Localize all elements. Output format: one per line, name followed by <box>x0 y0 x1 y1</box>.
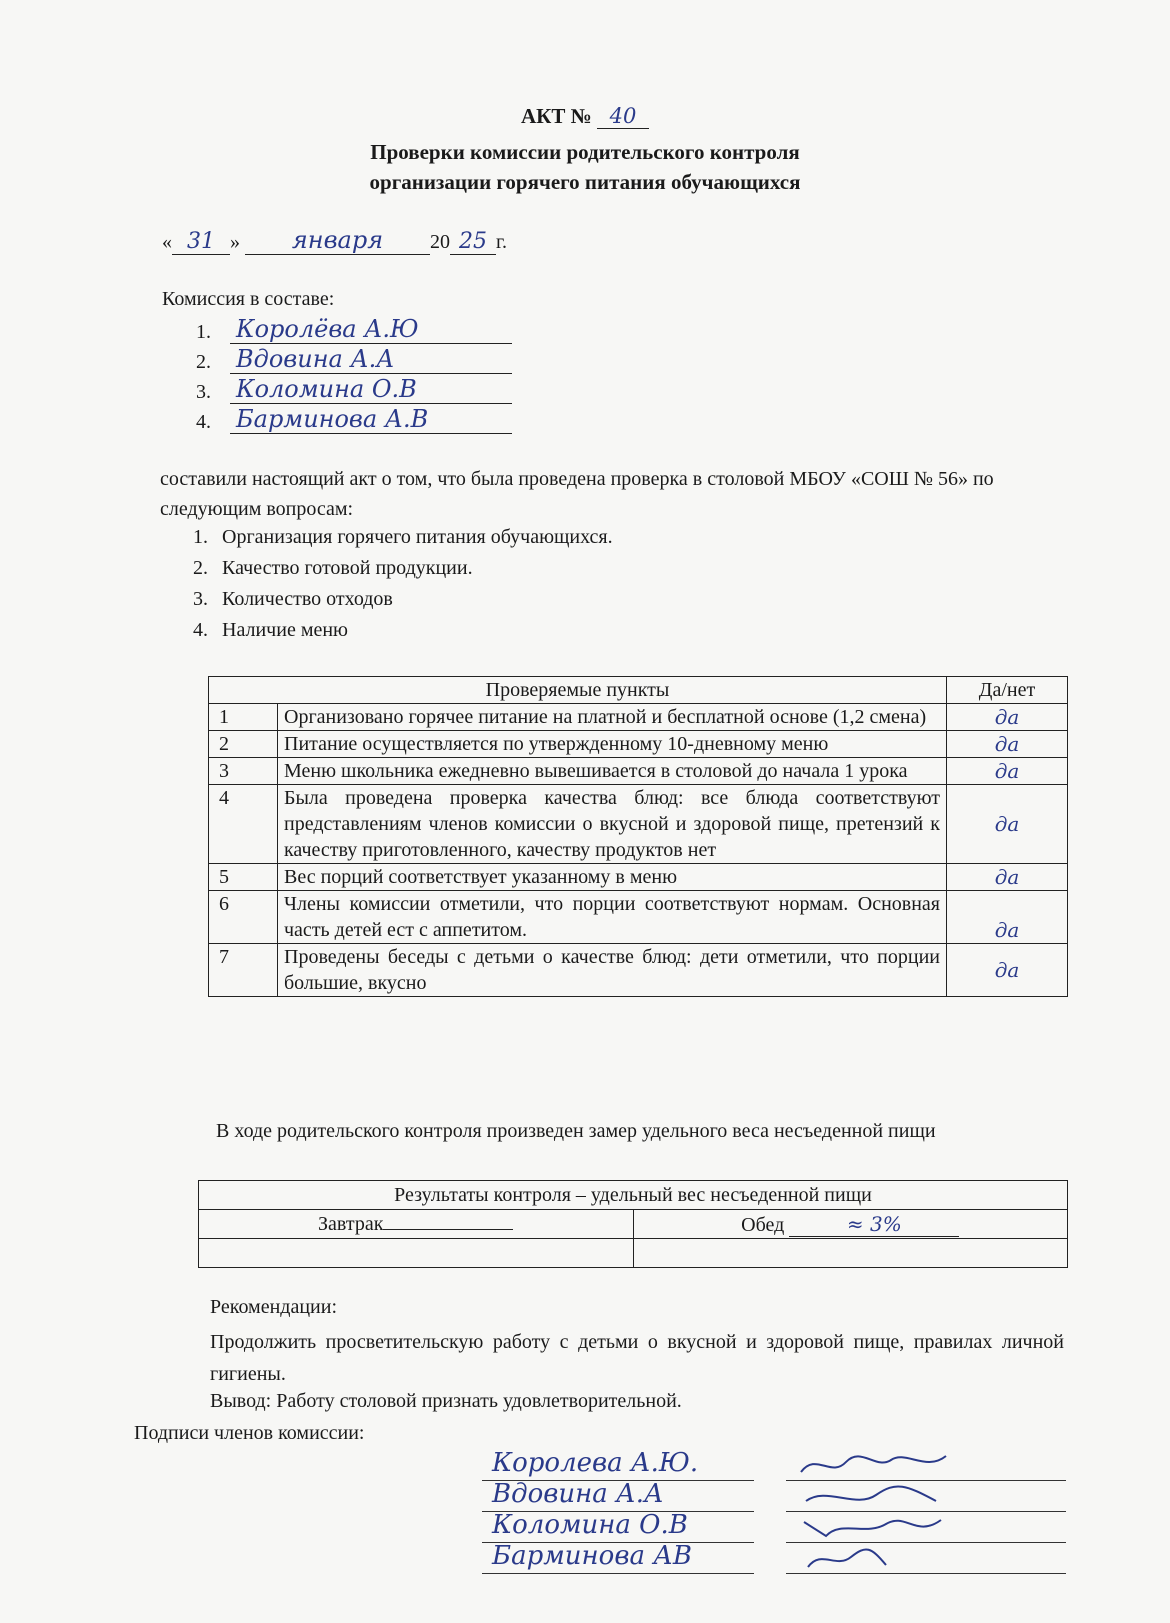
answer-handwritten: да <box>947 864 1068 891</box>
question-item: 1. Организация горячего питания обучающихся. <box>193 526 613 548</box>
signature-name: Барминова АВ <box>492 1541 693 1571</box>
member-name-handwritten: Барминова А.В <box>230 405 512 434</box>
signature-line <box>786 1543 1066 1574</box>
question-item: 3. Количество отходов <box>193 588 393 610</box>
intro-text: составили настоящий акт о том, что была проведена проверка в столовой МБОУ «СОШ № 56» по следующим вопросам: <box>160 468 994 520</box>
signature-line <box>482 1481 754 1512</box>
signature-name: Королева А.Ю. <box>492 1448 699 1478</box>
breakfast-value <box>383 1229 513 1230</box>
table-row: 3 Меню школьника ежедневно вывешивается в столовой до начала 1 урока да <box>209 758 1068 785</box>
lunch-value: ≈ 3% <box>789 1212 959 1237</box>
question-item: 4. Наличие меню <box>193 619 348 641</box>
handwritten-signature <box>796 1481 956 1511</box>
answer-handwritten: да <box>947 704 1068 731</box>
table-row: 5 Вес порций соответствует указанному в меню да <box>209 864 1068 891</box>
commission-member: 3. Коломина О.В <box>196 374 512 404</box>
results-table <box>198 1180 1068 1268</box>
signature-line <box>482 1543 754 1574</box>
results-title: Результаты контроля – удельный вес несъеденной пищи <box>199 1181 1068 1210</box>
act-subtitle-line1: Проверки комиссии родительского контроля <box>370 140 800 164</box>
recommendations-text: Продолжить просветительскую работу с детьми о вкусной и здоровой пище, правилах личной гигиены. <box>210 1331 1064 1385</box>
signature-line <box>482 1450 754 1481</box>
member-name-handwritten: Королёва А.Ю <box>230 315 512 344</box>
empty-cell <box>633 1239 1068 1268</box>
answer-handwritten: да <box>947 944 1068 997</box>
signature-line <box>482 1512 754 1543</box>
breakfast-cell: Завтрак <box>199 1210 634 1239</box>
member-name-handwritten: Коломина О.В <box>230 375 512 404</box>
question-item: 2. Качество готовой продукции. <box>193 557 473 579</box>
table-row: 6 Члены комиссии отметили, что порции соответствуют нормам. Основная часть детей ест с аппетитом. да <box>209 891 1068 944</box>
date-year: 25 <box>450 229 496 255</box>
header-answer: Да/нет <box>947 677 1068 704</box>
check-table-header <box>209 677 1068 704</box>
commission-member: 1. Королёва А.Ю <box>196 314 512 344</box>
commission-label: Комиссия в составе: <box>162 288 335 310</box>
signature-line <box>786 1512 1066 1543</box>
handwritten-signature <box>796 1450 956 1480</box>
handwritten-signature <box>796 1543 956 1573</box>
date-month: января <box>245 226 430 255</box>
commission-member: 2. Вдовина А.А <box>196 344 512 374</box>
handwritten-signature <box>796 1512 956 1542</box>
lunch-cell: Обед ≈ 3% <box>633 1210 1068 1239</box>
check-table <box>208 676 1068 997</box>
signature-line <box>786 1481 1066 1512</box>
act-title: АКТ № 40 <box>0 104 1170 129</box>
signatures-label: Подписи членов комиссии: <box>134 1422 365 1444</box>
act-subtitle-line2: организации горячего питания обучающихся <box>369 170 801 194</box>
signature-name: Вдовина А.А <box>492 1479 664 1509</box>
member-name-handwritten: Вдовина А.А <box>230 345 512 374</box>
act-number: 40 <box>597 104 649 129</box>
answer-handwritten: да <box>947 785 1068 864</box>
header-items: Проверяемые пункты <box>209 677 947 704</box>
date-day: 31 <box>172 229 230 255</box>
empty-cell <box>199 1239 634 1268</box>
signature-line <box>786 1450 1066 1481</box>
table-row: 1 Организовано горячее питание на платной и бесплатной основе (1,2 смена) да <box>209 704 1068 731</box>
commission-list <box>196 314 512 434</box>
conclusion-text: Вывод: Работу столовой признать удовлетворительной. <box>210 1390 682 1412</box>
answer-handwritten: да <box>947 758 1068 785</box>
act-date: « 31 » января 20 25 г. <box>162 226 507 254</box>
answer-handwritten: да <box>947 891 1068 944</box>
answer-handwritten: да <box>947 731 1068 758</box>
commission-member: 4. Барминова А.В <box>196 404 512 434</box>
table-row: 4 Была проведена проверка качества блюд: все блюда соответствуют представлениям членов комиссии о вкусной и здоровой пище, претензий к качеству приготовленного, качеству продуктов нет да <box>209 785 1068 864</box>
signature-name: Коломина О.В <box>492 1510 688 1540</box>
signatures-right-column <box>786 1450 1066 1574</box>
recommendations-label: Рекомендации: <box>210 1296 338 1318</box>
table-row: 7 Проведены беседы с детьми о качестве блюд: дети отметили, что порции большие, вкусно да <box>209 944 1068 997</box>
table-row: 2 Питание осуществляется по утвержденному 10-дневному меню да <box>209 731 1068 758</box>
questions-list <box>178 522 613 646</box>
signatures-left-column <box>482 1450 754 1574</box>
measure-text: В ходе родительского контроля произведен замер удельного веса несъеденной пищи <box>216 1120 936 1142</box>
